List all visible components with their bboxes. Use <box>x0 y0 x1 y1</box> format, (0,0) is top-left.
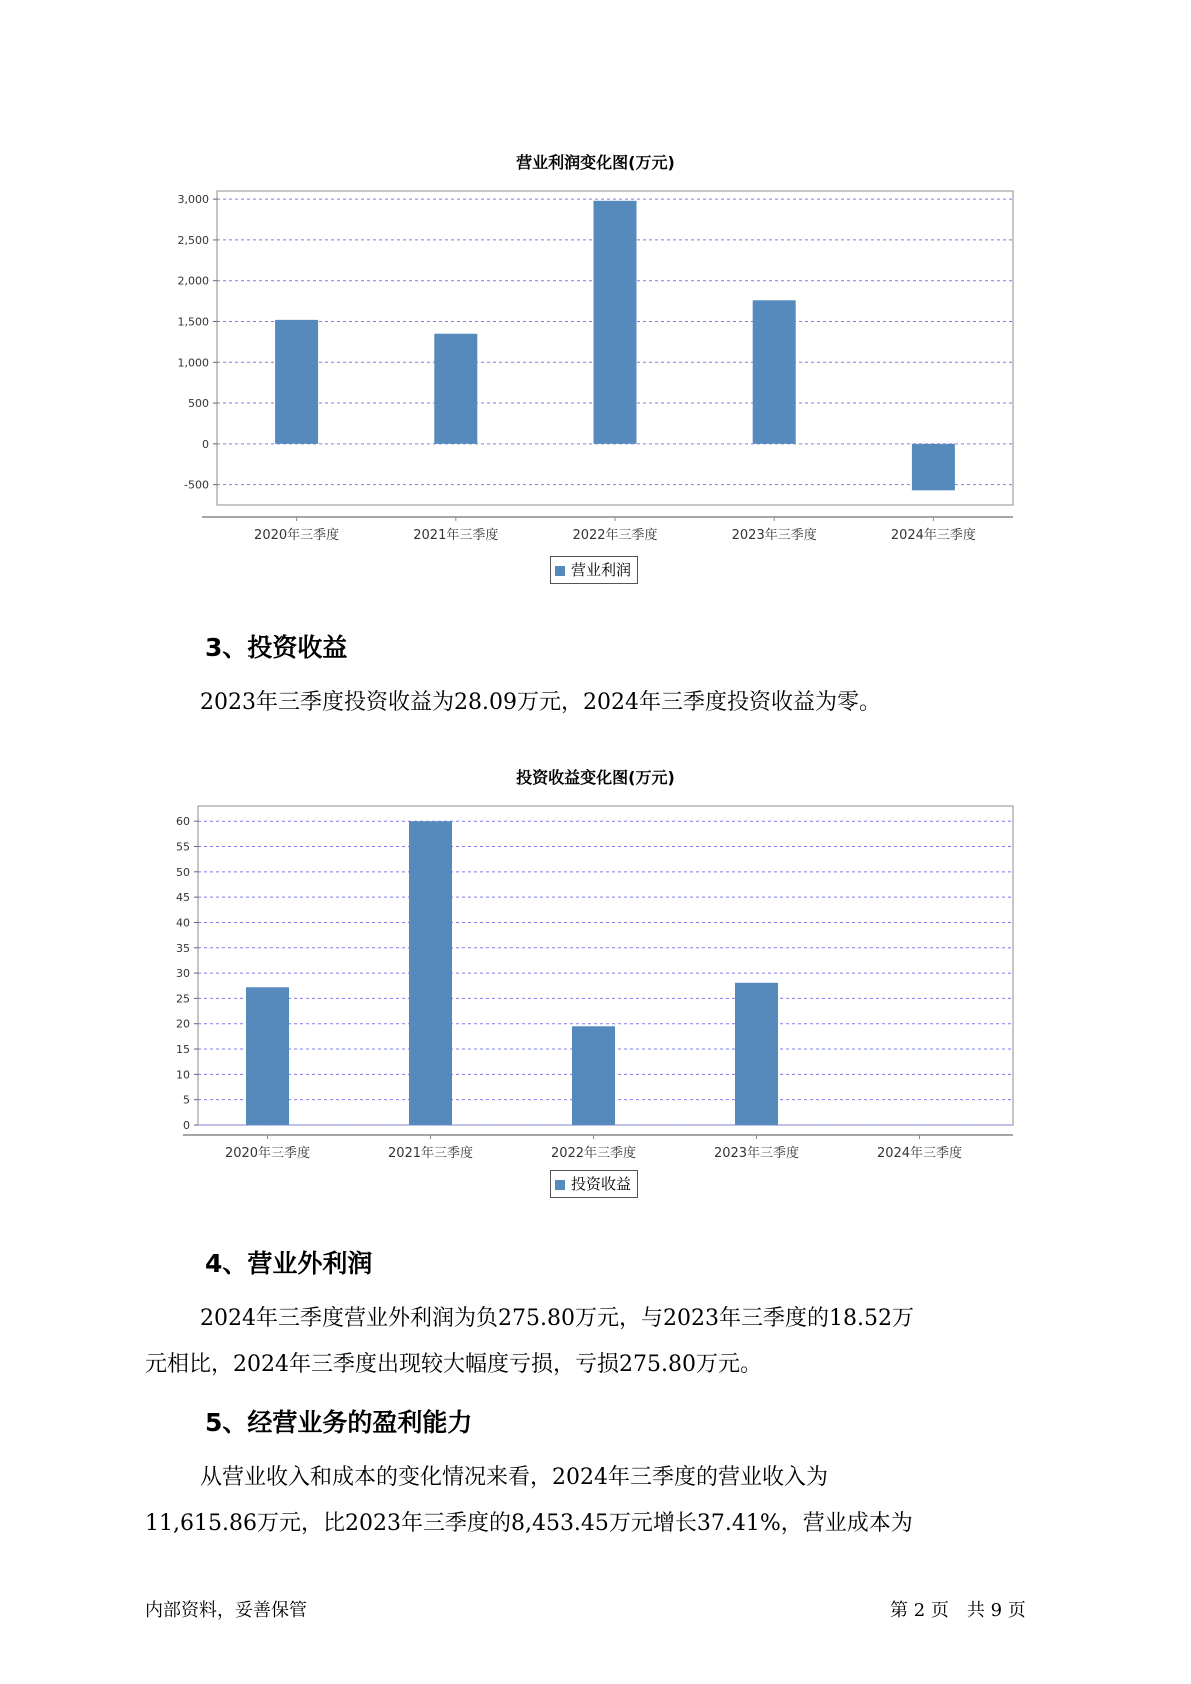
bar-2021年三季度 <box>409 821 452 1125</box>
section-4-paragraph <box>145 1296 1055 1388</box>
y-tick-label: 55 <box>176 840 190 854</box>
y-tick-label: 2,000 <box>177 274 209 288</box>
y-tick-label: 3,000 <box>177 193 209 207</box>
chart1-title: 营业利润变化图(万元) <box>516 153 675 172</box>
y-tick-label: 25 <box>176 992 190 1006</box>
x-tick-label: 2024年三季度 <box>890 528 976 543</box>
section-4-line-1: 2024年三季度营业外利润为负275.80万元，与2023年三季度的18.52万 <box>200 1306 914 1331</box>
section-5-heading: 5、经营业务的盈利能力 <box>205 1408 473 1437</box>
legend-swatch <box>555 1180 565 1190</box>
x-tick-label: 2021年三季度 <box>413 528 499 543</box>
chart2-legend-label: 投资收益 <box>571 1175 632 1193</box>
y-tick-label: 50 <box>176 865 190 879</box>
y-tick-label: 0 <box>183 1119 190 1132</box>
y-tick-label: 40 <box>176 916 190 930</box>
y-tick-label: 35 <box>176 941 190 955</box>
section-5-line-2: 11,615.86万元，比2023年三季度的8,453.45万元增长37.41%，营业成本为 <box>145 1511 913 1536</box>
y-tick-label: 60 <box>176 815 190 829</box>
bar-2020年三季度 <box>246 987 289 1125</box>
section-4-line-2: 元相比，2024年三季度出现较大幅度亏损，亏损275.80万元。 <box>145 1352 762 1377</box>
section-3-line-1: 2023年三季度投资收益为28.09万元，2024年三季度投资收益为零。 <box>200 690 881 715</box>
y-tick-label: 10 <box>176 1068 190 1082</box>
chart2-title: 投资收益变化图(万元) <box>516 768 675 787</box>
section-3-heading: 3、投资收益 <box>205 633 348 662</box>
x-tick-label: 2020年三季度 <box>254 528 340 543</box>
x-tick-label: 2020年三季度 <box>224 1146 311 1161</box>
y-tick-label: 0 <box>202 437 209 451</box>
x-tick-label: 2022年三季度 <box>550 1146 637 1161</box>
y-tick-label: 45 <box>176 891 190 905</box>
footer-note: 内部资料，妥善保管 <box>145 1600 307 1621</box>
y-tick-label: 1,000 <box>177 356 209 370</box>
bar-2023年三季度 <box>735 983 778 1125</box>
x-tick-label: 2022年三季度 <box>572 528 658 543</box>
bar-2022年三季度 <box>572 1026 615 1125</box>
chart2-legend <box>550 1170 638 1198</box>
y-tick-label: 1,500 <box>177 315 209 329</box>
y-tick-label: -500 <box>184 478 209 492</box>
y-tick-label: 2,500 <box>177 233 209 247</box>
section-4-heading: 4、营业外利润 <box>205 1249 373 1278</box>
x-tick-label: 2021年三季度 <box>387 1146 474 1161</box>
y-tick-label: 30 <box>176 967 190 981</box>
y-tick-label: 20 <box>176 1017 190 1031</box>
page-number: 第 2 页 共 9 页 <box>890 1600 1026 1621</box>
y-tick-label: 15 <box>176 1043 190 1057</box>
x-tick-label: 2023年三季度 <box>731 528 817 543</box>
x-tick-label: 2024年三季度 <box>876 1146 963 1161</box>
y-tick-label: 500 <box>188 397 209 411</box>
chart1-legend-label: 营业利润 <box>571 561 632 579</box>
y-tick-label: 5 <box>183 1093 190 1107</box>
section-5-line-1: 从营业收入和成本的变化情况来看，2024年三季度的营业收入为 <box>200 1465 828 1490</box>
x-tick-label: 2023年三季度 <box>713 1146 800 1161</box>
section-5-paragraph <box>145 1455 1055 1547</box>
